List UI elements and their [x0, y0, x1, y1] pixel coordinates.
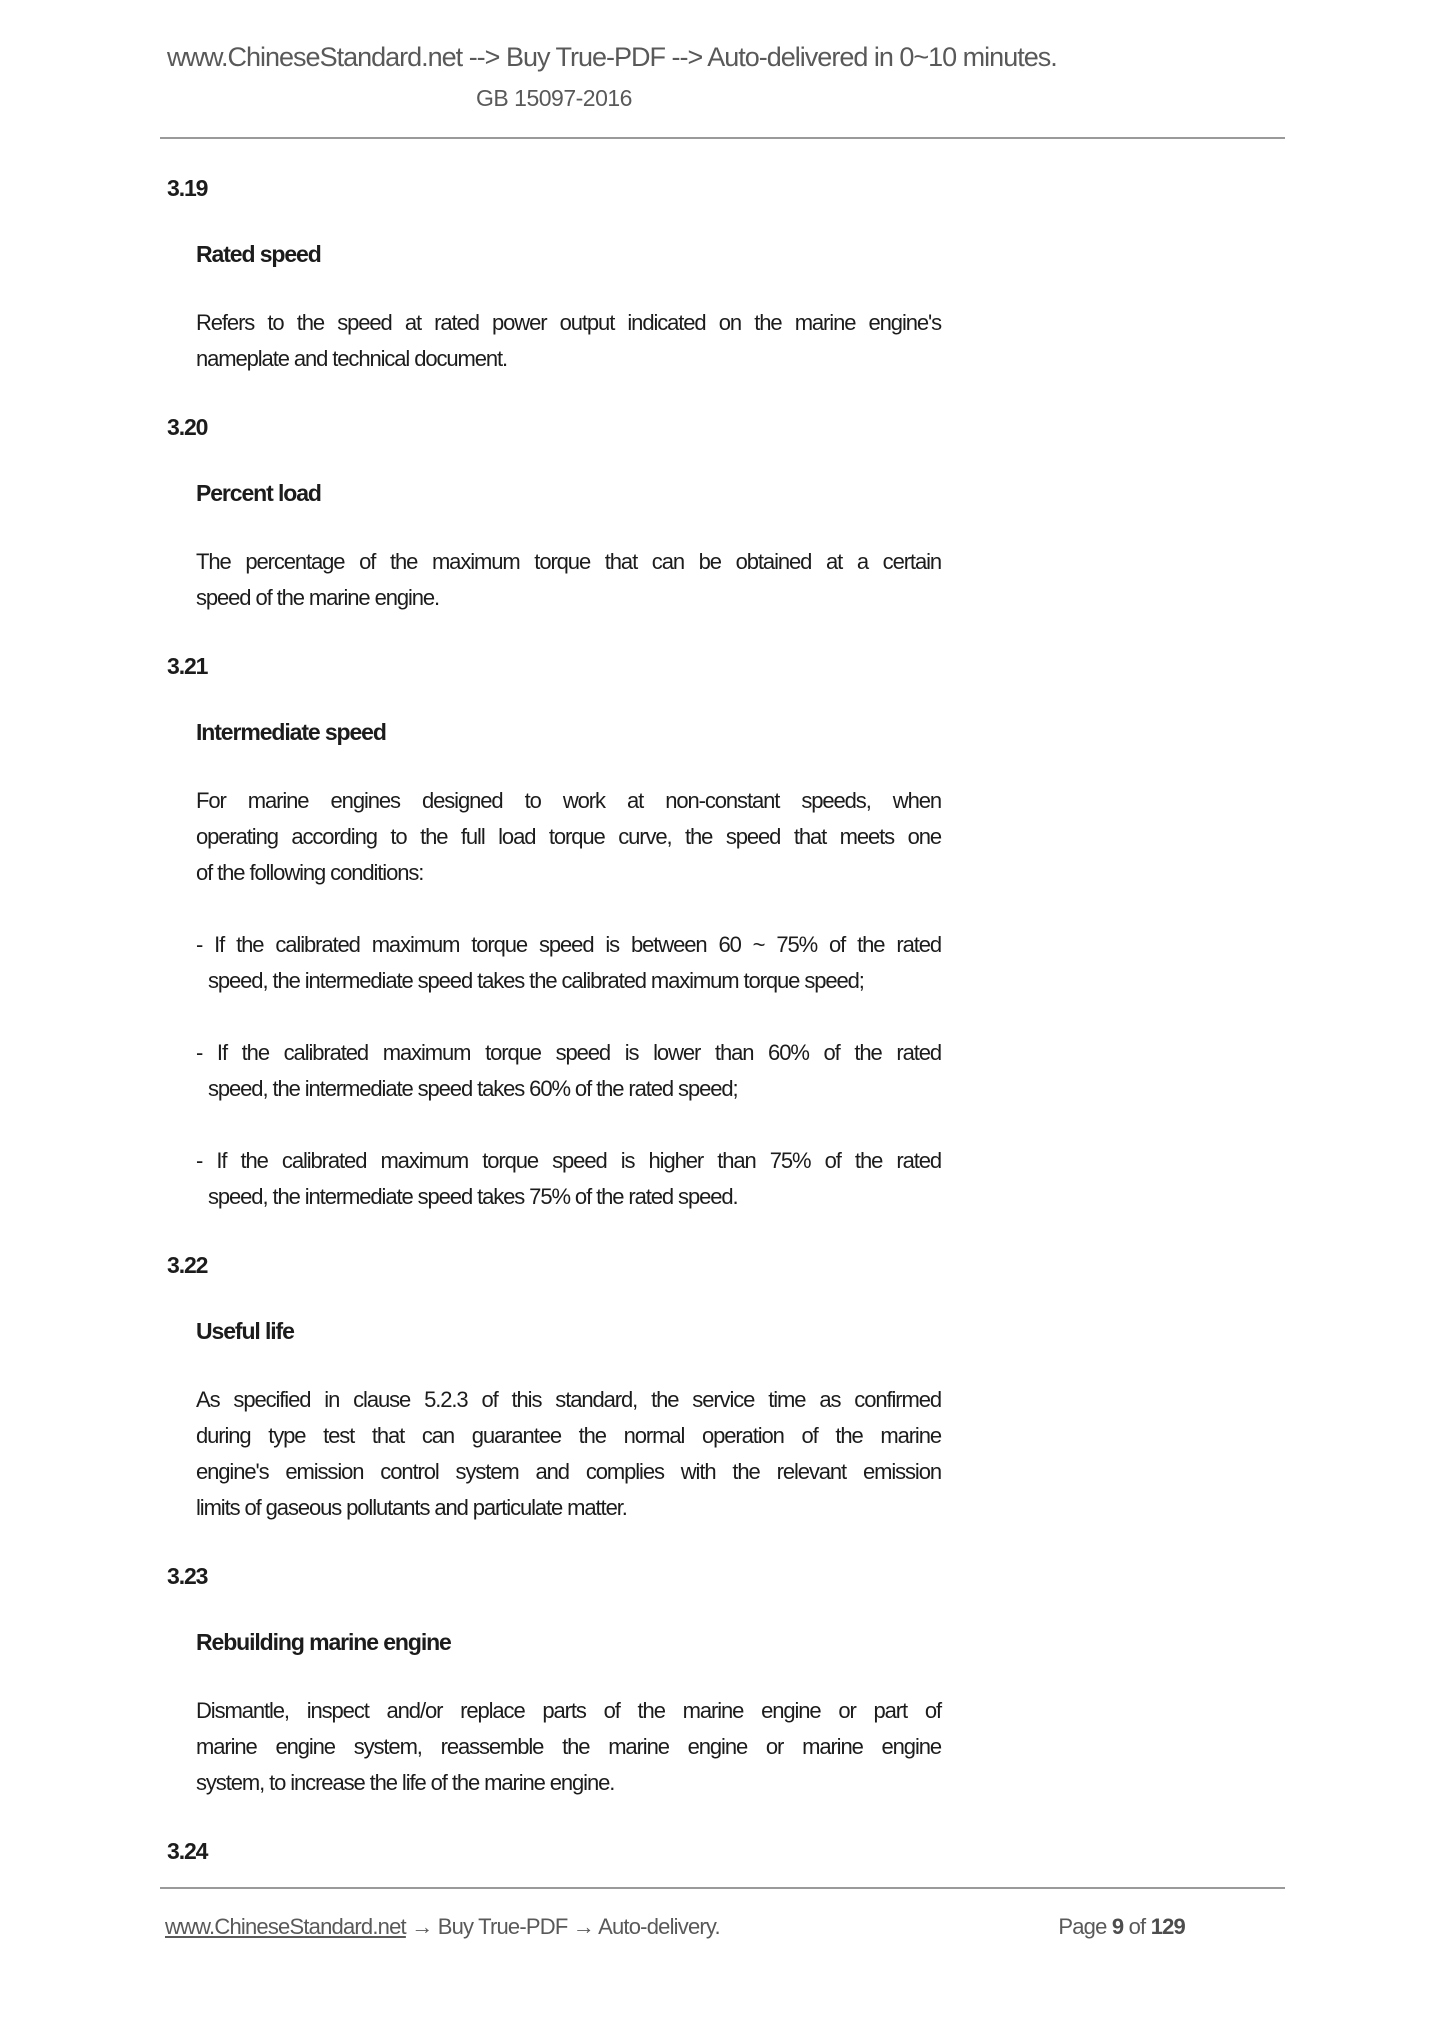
page-current: 9	[1111, 1914, 1124, 1939]
page-label: Page	[1058, 1914, 1107, 1939]
paragraph-line: system, to increase the life of the marine engine.	[196, 1770, 615, 1795]
paragraph-line: The percentage of the maximum torque that can be obtained at a certain	[196, 549, 941, 574]
section-title-rated-speed: Rated speed	[196, 241, 321, 267]
section-title-percent-load: Percent load	[196, 480, 321, 506]
footer-delivery-text: Auto-delivery.	[598, 1914, 720, 1939]
paragraph-line: of the following conditions:	[196, 860, 424, 885]
section-number-3-20: 3.20	[167, 414, 208, 440]
page-header	[167, 36, 1057, 118]
list-item-line: speed, the intermediate speed takes 60% of the rated speed;	[208, 1076, 738, 1101]
paragraph-line: operating according to the full load torque curve, the speed that meets one	[196, 824, 941, 849]
list-item	[196, 927, 941, 999]
paragraph	[196, 1693, 941, 1801]
list-item-line: speed, the intermediate speed takes 75% of the rated speed.	[208, 1184, 738, 1209]
footer-divider	[160, 1887, 1285, 1889]
section-title-rebuilding-marine-engine: Rebuilding marine engine	[196, 1629, 451, 1655]
list-item	[196, 1035, 941, 1107]
page-indicator	[1058, 1907, 1185, 1947]
footer-site-link[interactable]: www.ChineseStandard.net	[165, 1914, 406, 1939]
paragraph-line: For marine engines designed to work at non-constant speeds, when	[196, 788, 941, 813]
arrow-right-icon: →	[572, 1914, 594, 1939]
page-total: 129	[1150, 1914, 1185, 1939]
paragraph	[196, 305, 941, 377]
paragraph-line: Refers to the speed at rated power output indicated on the marine engine's	[196, 310, 941, 335]
section-title-intermediate-speed: Intermediate speed	[196, 719, 386, 745]
of-label: of	[1128, 1914, 1146, 1939]
section-number-3-23: 3.23	[167, 1563, 208, 1589]
list-item-line: - If the calibrated maximum torque speed is between 60 ~ 75% of the rated	[196, 932, 941, 957]
paragraph-line: marine engine system, reassemble the marine engine or marine engine	[196, 1734, 941, 1759]
page-footer	[165, 1907, 1285, 1947]
list-item-line: - If the calibrated maximum torque speed is lower than 60% of the rated	[196, 1040, 941, 1065]
section-number-3-24: 3.24	[167, 1838, 208, 1864]
header-banner-text: www.ChineseStandard.net --> Buy True-PDF --> Auto-delivered in 0~10 minutes.	[167, 42, 1057, 72]
section-number-3-21: 3.21	[167, 653, 208, 679]
header-divider	[160, 137, 1285, 139]
list-item	[196, 1143, 941, 1215]
paragraph-line: nameplate and technical document.	[196, 346, 508, 371]
footer-promo	[165, 1907, 720, 1947]
paragraph-line: during type test that can guarantee the normal operation of the marine	[196, 1423, 941, 1448]
arrow-right-icon: →	[411, 1914, 433, 1939]
section-number-3-19: 3.19	[167, 175, 208, 201]
paragraph	[196, 783, 941, 891]
section-title-useful-life: Useful life	[196, 1318, 294, 1344]
paragraph-line: engine's emission control system and complies with the relevant emission	[196, 1459, 941, 1484]
standard-code: GB 15097-2016	[476, 85, 632, 111]
paragraph-line: Dismantle, inspect and/or replace parts of the marine engine or part of	[196, 1698, 941, 1723]
section-number-3-22: 3.22	[167, 1252, 208, 1278]
paragraph	[196, 1382, 941, 1526]
list-item-line: - If the calibrated maximum torque speed is higher than 75% of the rated	[196, 1148, 941, 1173]
paragraph-line: speed of the marine engine.	[196, 585, 440, 610]
paragraph	[196, 544, 941, 616]
list-item-line: speed, the intermediate speed takes the calibrated maximum torque speed;	[208, 968, 864, 993]
footer-buy-text: Buy True-PDF	[437, 1914, 568, 1939]
paragraph-line: As specified in clause 5.2.3 of this standard, the service time as confirmed	[196, 1387, 941, 1412]
document-body	[167, 170, 967, 1869]
paragraph-line: limits of gaseous pollutants and particulate matter.	[196, 1495, 627, 1520]
